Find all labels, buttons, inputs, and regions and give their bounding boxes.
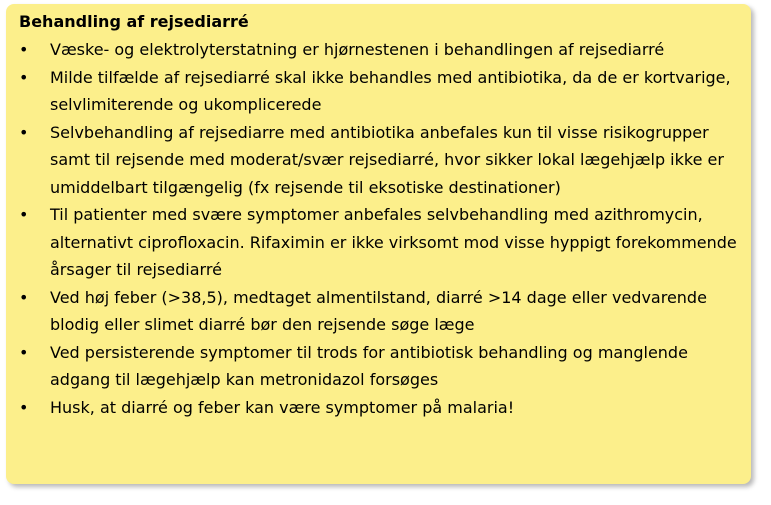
info-box [6,4,751,484]
list-item-text: Husk, at diarré og feber kan være symptomer på malaria! [50,397,515,417]
list-item-text: Ved persisterende symptomer til trods for antibiotisk behandling og manglende adgang til lægehjælp kan metronidazol forsøges [50,342,688,389]
bullet-icon: • [19,287,29,307]
bullet-icon: • [19,122,29,142]
bullet-icon: • [19,40,29,59]
list-item [19,201,737,284]
bullet-list [19,36,737,421]
list-item-text: Ved høj feber (>38,5), medtaget almentilstand, diarré >14 dage eller vedvarende blodig eller slimet diarré bør den rejsende søge læge [50,287,707,334]
list-item [19,119,737,202]
list-item [19,64,737,119]
bullet-icon: • [19,67,29,87]
list-item [19,36,737,64]
list-item-text: Selvbehandling af rejsediarre med antibiotika anbefales kun til visse risikogrupper samt til rejsende med moderat/svær rejsediarré, hvor sikker lokal lægehjælp ikke er umiddelbart tilgængelig (fx rejsende til eksotiske destinationer) [50,122,724,197]
list-item [19,339,737,394]
bullet-icon: • [19,205,29,224]
bullet-icon: • [19,342,29,362]
list-item [19,284,737,339]
list-item-text: Til patienter med svære symptomer anbefales selvbehandling med azithromycin, alternativt ciprofloxacin. Rifaximin er ikke virksomt mod visse hyppigt forekommende årsager til rejsediarré [50,205,737,279]
bullet-icon: • [19,397,29,417]
list-item-text: Væske- og elektrolyterstatning er hjørnestenen i behandlingen af rejsediarré [50,40,665,59]
box-title: Behandling af rejsediarré [19,12,249,31]
list-item [19,394,737,422]
list-item-text: Milde tilfælde af rejsediarré skal ikke behandles med antibiotika, da de er kortvarige, selvlimiterende og ukomplicerede [50,67,731,114]
